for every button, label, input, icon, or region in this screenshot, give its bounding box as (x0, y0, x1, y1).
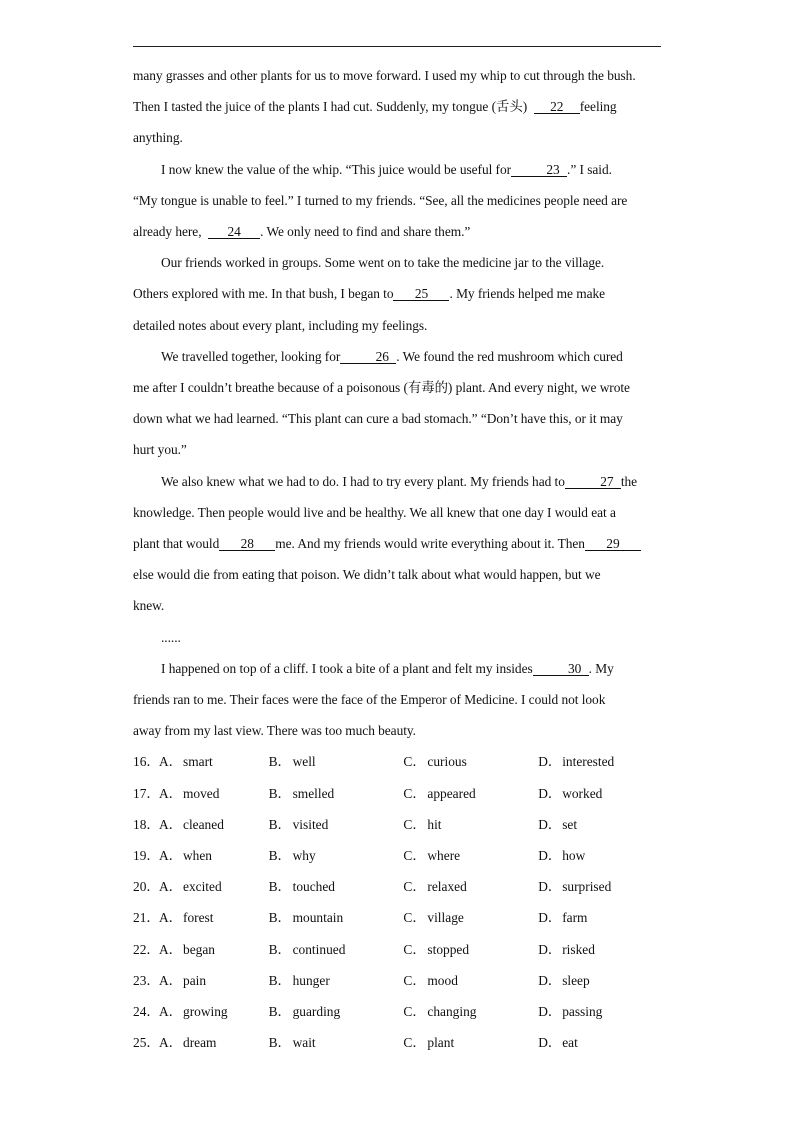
option-text: forest (183, 910, 214, 926)
option-letter: B． (268, 785, 291, 801)
question-row (133, 746, 673, 777)
option-d (538, 902, 673, 933)
question-row (133, 871, 673, 902)
question-row (133, 778, 673, 809)
option-d (538, 809, 673, 840)
blank-30: 30 (533, 662, 589, 676)
option-text: curious (427, 754, 467, 770)
passage-line: me after I couldn’t breathe because of a poisonous (有毒的) plant. And every night, we wrote (133, 380, 630, 396)
option-d (538, 840, 673, 871)
option-text: changing (427, 1003, 477, 1019)
option-letter: B． (268, 910, 291, 926)
option-letter: D． (538, 941, 562, 957)
blank-27: 27 (565, 475, 621, 489)
option-text: hit (427, 816, 442, 832)
option-text: village (427, 910, 464, 926)
option-letter: C． (403, 910, 426, 926)
question-row (133, 1027, 673, 1058)
option-text: growing (183, 1003, 228, 1019)
option-text: relaxed (427, 879, 467, 895)
question-number: 16． (133, 754, 160, 770)
option-text: pain (183, 972, 207, 988)
option-letter: C． (403, 879, 426, 895)
question-number: 20． (133, 879, 160, 895)
option-b (269, 934, 404, 965)
passage-line: friends ran to me. Their faces were the face of the Emperor of Medicine. I could not look (133, 692, 606, 708)
option-text: wait (292, 1035, 316, 1051)
option-letter: D． (538, 754, 562, 770)
option-text: excited (183, 879, 222, 895)
option-letter: B． (268, 879, 291, 895)
option-c (403, 996, 538, 1027)
option-b (269, 871, 404, 902)
passage-line: “My tongue is unable to feel.” I turned to my friends. “See, all the medicines people need are (133, 192, 628, 208)
passage-line: else would die from eating that poison. We didn’t talk about what would happen, but we (133, 567, 601, 583)
question-row (133, 840, 673, 871)
option-d (538, 1027, 673, 1058)
option-text: continued (292, 941, 346, 957)
option-text: how (562, 848, 586, 864)
question-row (133, 996, 673, 1027)
option-c (403, 871, 538, 902)
option-letter: A． (159, 972, 183, 988)
option-text: mood (427, 972, 458, 988)
passage-line: knew. (133, 598, 165, 614)
reading-passage (133, 60, 673, 746)
question-number: 18． (133, 816, 160, 832)
option-b (269, 996, 404, 1027)
passage-line: I now knew the value of the whip. “This juice would be useful for 23 .” I said. (161, 161, 612, 177)
option-letter: C． (403, 848, 426, 864)
option-d (538, 996, 673, 1027)
passage-line: We travelled together, looking for 26 . We found the red mushroom which cured (161, 348, 623, 364)
option-text: when (183, 848, 213, 864)
option-a (159, 840, 269, 871)
passage-line: I happened on top of a cliff. I took a bite of a plant and felt my insides 30 . My (161, 660, 614, 676)
option-text: mountain (292, 910, 344, 926)
option-a (159, 778, 269, 809)
blank-23: 23 (511, 163, 567, 177)
option-text: sleep (562, 972, 590, 988)
answer-options (133, 746, 673, 1058)
option-text: where (427, 848, 461, 864)
option-text: began (183, 941, 215, 957)
question-number: 17． (133, 785, 160, 801)
option-text: dream (183, 1035, 217, 1051)
option-c (403, 778, 538, 809)
option-letter: D． (538, 972, 562, 988)
question-number: 23． (133, 972, 160, 988)
passage-line: Our friends worked in groups. Some went on to take the medicine jar to the village. (161, 255, 605, 271)
option-text: guarding (292, 1003, 341, 1019)
option-letter: D． (538, 785, 562, 801)
question-row (133, 809, 673, 840)
option-letter: A． (159, 785, 183, 801)
option-b (269, 746, 404, 777)
passage-line: detailed notes about every plant, including my feelings. (133, 317, 428, 333)
option-text: passing (562, 1003, 603, 1019)
option-b (269, 778, 404, 809)
passage-line: hurt you.” (133, 442, 187, 458)
passage-line: away from my last view. There was too much beauty. (133, 723, 416, 739)
question-number: 19． (133, 848, 160, 864)
option-letter: B． (268, 1003, 291, 1019)
option-letter: D． (538, 1035, 562, 1051)
option-text: plant (427, 1035, 455, 1051)
option-a (159, 1027, 269, 1058)
blank-24: 24 (208, 225, 260, 239)
option-text: set (562, 816, 578, 832)
blank-25: 25 (393, 287, 449, 301)
option-letter: D． (538, 879, 562, 895)
option-d (538, 746, 673, 777)
blank-22: 22 (534, 100, 580, 114)
passage-line: anything. (133, 130, 183, 146)
option-c (403, 840, 538, 871)
passage-line: already here, 24 . We only need to find and share them.” (133, 224, 471, 240)
option-text: smart (183, 754, 213, 770)
document-page (133, 60, 673, 1058)
option-letter: B． (268, 816, 291, 832)
option-letter: C． (403, 785, 426, 801)
option-text: smelled (292, 785, 335, 801)
option-b (269, 840, 404, 871)
option-d (538, 934, 673, 965)
option-c (403, 809, 538, 840)
blank-29: 29 (585, 537, 641, 551)
option-c (403, 902, 538, 933)
option-text: touched (292, 879, 335, 895)
option-letter: C． (403, 1035, 426, 1051)
ellipsis: ...... (161, 629, 181, 645)
option-letter: A． (159, 816, 183, 832)
question-row (133, 934, 673, 965)
option-text: appeared (427, 785, 476, 801)
option-a (159, 809, 269, 840)
option-letter: B． (268, 848, 291, 864)
option-text: worked (562, 785, 603, 801)
option-letter: B． (268, 941, 291, 957)
option-letter: C． (403, 754, 426, 770)
option-letter: D． (538, 910, 562, 926)
option-text: well (292, 754, 316, 770)
option-letter: C． (403, 1003, 426, 1019)
option-text: cleaned (183, 816, 224, 832)
option-letter: C． (403, 972, 426, 988)
option-letter: A． (159, 879, 183, 895)
question-number: 25． (133, 1035, 160, 1051)
option-c (403, 934, 538, 965)
option-letter: A． (159, 1035, 183, 1051)
option-text: stopped (427, 941, 470, 957)
option-text: interested (562, 754, 615, 770)
option-b (269, 902, 404, 933)
passage-line: down what we had learned. “This plant can cure a bad stomach.” “Don’t have this, or it may (133, 411, 623, 427)
option-a (159, 871, 269, 902)
option-letter: B． (268, 972, 291, 988)
option-letter: A． (159, 941, 183, 957)
option-a (159, 902, 269, 933)
option-letter: D． (538, 848, 562, 864)
option-letter: B． (268, 1035, 291, 1051)
option-d (538, 778, 673, 809)
option-letter: C． (403, 816, 426, 832)
passage-line: many grasses and other plants for us to move forward. I used my whip to cut through the bush. (133, 68, 636, 83)
option-letter: C． (403, 941, 426, 957)
option-c (403, 746, 538, 777)
option-b (269, 1027, 404, 1058)
option-text: eat (562, 1035, 578, 1051)
option-text: moved (183, 785, 220, 801)
passage-line: We also knew what we had to do. I had to try every plant. My friends had to 27 the (161, 473, 638, 489)
option-c (403, 965, 538, 996)
blank-26: 26 (340, 350, 396, 364)
option-letter: D． (538, 1003, 562, 1019)
option-text: risked (562, 941, 595, 957)
option-d (538, 871, 673, 902)
question-row (133, 965, 673, 996)
passage-line: plant that would 28 me. And my friends would write everything about it. Then 29 (133, 528, 673, 559)
passage-line: Then I tasted the juice of the plants I had cut. Suddenly, my tongue (舌头) 22 feeling (133, 99, 617, 115)
header-rule (133, 46, 661, 47)
option-letter: A． (159, 754, 183, 770)
question-row (133, 902, 673, 933)
option-text: why (292, 848, 316, 864)
question-number: 21． (133, 910, 160, 926)
option-a (159, 996, 269, 1027)
option-letter: B． (268, 754, 291, 770)
option-letter: A． (159, 1003, 183, 1019)
question-number: 22． (133, 941, 160, 957)
option-a (159, 965, 269, 996)
option-a (159, 746, 269, 777)
question-number: 24． (133, 1003, 160, 1019)
option-c (403, 1027, 538, 1058)
option-text: surprised (562, 879, 612, 895)
option-text: farm (562, 910, 588, 926)
passage-line: Others explored with me. In that bush, I began to 25 . My friends helped me make (133, 286, 606, 302)
option-letter: A． (159, 848, 183, 864)
option-d (538, 965, 673, 996)
passage-line: knowledge. Then people would live and be healthy. We all knew that one day I would eat a (133, 504, 616, 520)
option-letter: A． (159, 910, 183, 926)
option-text: visited (292, 816, 329, 832)
option-letter: D． (538, 816, 562, 832)
option-a (159, 934, 269, 965)
option-b (269, 809, 404, 840)
option-text: hunger (292, 972, 330, 988)
blank-28: 28 (219, 537, 275, 551)
option-b (269, 965, 404, 996)
